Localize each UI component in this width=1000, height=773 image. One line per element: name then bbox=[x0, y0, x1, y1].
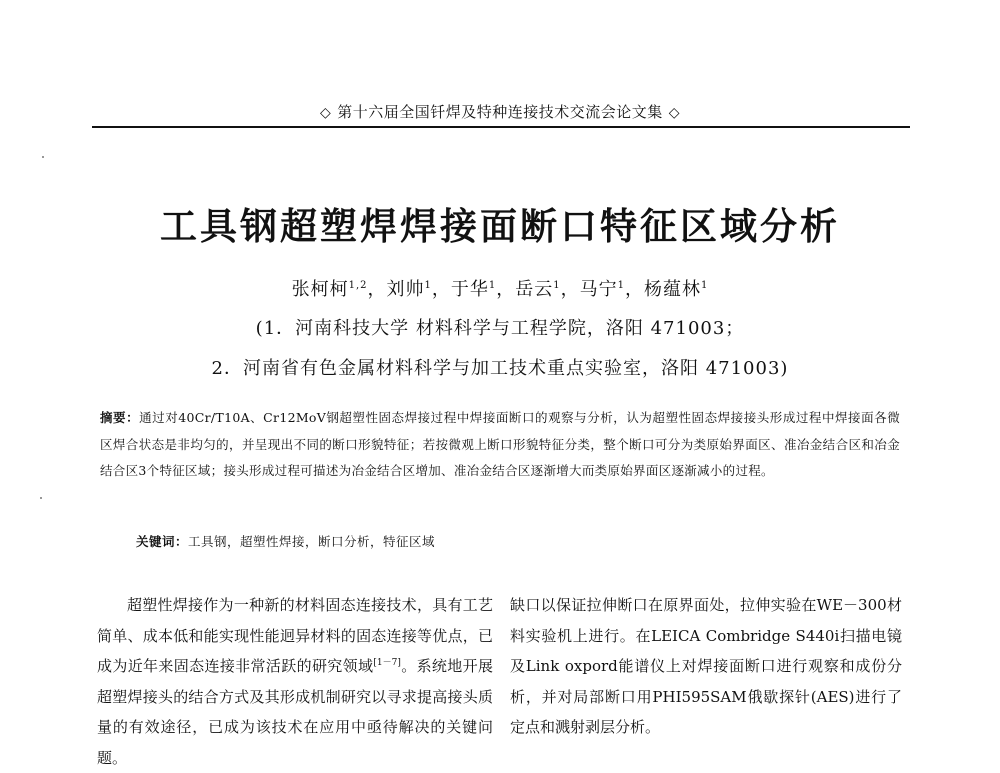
abstract-label: 摘要： bbox=[100, 410, 140, 425]
body-text: 缺口以保证拉伸断口在原界面处，拉伸实验在WE－300材料实验机上进行。在LEICA Combridge S440i扫描电镜及Link oxpord能谱仪上对焊接面断口进行观察和成份分析，并对局部断口用PHI595SAM俄歇探针(AES)进行了定点和溅射剥层分析。 bbox=[510, 596, 902, 736]
abstract bbox=[100, 405, 900, 485]
scan-speck bbox=[40, 497, 42, 499]
running-header bbox=[0, 101, 1000, 122]
abstract-text: 通过对40Cr/T10A、Cr12MoV钢超塑性固态焊接过程中焊接面断口的观察与分析，认为超塑性固态焊接接头形成过程中焊接面各微区焊合状态是非均匀的，并呈现出不同的断口形貌特征；若按微观上断口形貌特征分类，整个断口可分为类原始界面区、准冶金结合区和冶金结合区3个特征区域；接头形成过程可描述为冶金结合区增加、准冶金结合区逐渐增大而类原始界面区逐渐减小的过程。 bbox=[100, 410, 900, 478]
diamond-icon: ◇ bbox=[668, 105, 681, 121]
author: 马宁$^1$， bbox=[579, 279, 645, 300]
affiliation-line-2: 2．河南省有色金属材料科学与加工技术重点实验室，洛阳 471003) bbox=[211, 358, 789, 379]
citation: [1－7] bbox=[373, 658, 401, 668]
body-text: 。系统地开展超塑焊接头的结合方式及其形成机制研究以寻求提高接头质量的有效途径，已成为该技术在应用中亟待解决的关键问题。 bbox=[97, 657, 493, 767]
keywords-text: 工具钢，超塑性焊接，断口分析，特征区域 bbox=[188, 534, 436, 549]
body-text: 超塑性焊接作为一种新的材料固态连接技术，具有工艺简单、成本低和能实现性能迥异材料的固态连接等优点，已成为近年来固态连接非常活跃的研究领域 bbox=[97, 596, 493, 675]
author: 杨蕴林$^1$ bbox=[644, 279, 709, 300]
header-rule bbox=[92, 126, 910, 128]
author: 于华$^1$， bbox=[450, 279, 516, 300]
author-list bbox=[0, 275, 1000, 301]
keywords bbox=[136, 532, 896, 550]
diamond-icon: ◇ bbox=[319, 105, 332, 121]
author: 张柯柯$^{1,2}$， bbox=[291, 279, 387, 300]
paper-title: 工具钢超塑焊焊接面断口特征区域分析 bbox=[160, 205, 840, 248]
header-text: 第十六届全国钎焊及特种连接技术交流会论文集 bbox=[337, 103, 663, 121]
author: 刘帅$^1$， bbox=[386, 279, 451, 300]
affiliation-line-1: (1．河南科技大学 材料科学与工程学院，洛阳 471003； bbox=[255, 318, 745, 339]
body-right-column bbox=[510, 590, 902, 743]
scan-speck bbox=[42, 156, 44, 158]
body-left-column bbox=[97, 590, 493, 773]
author: 岳云$^1$， bbox=[515, 279, 580, 300]
keywords-label: 关键词： bbox=[136, 534, 189, 549]
